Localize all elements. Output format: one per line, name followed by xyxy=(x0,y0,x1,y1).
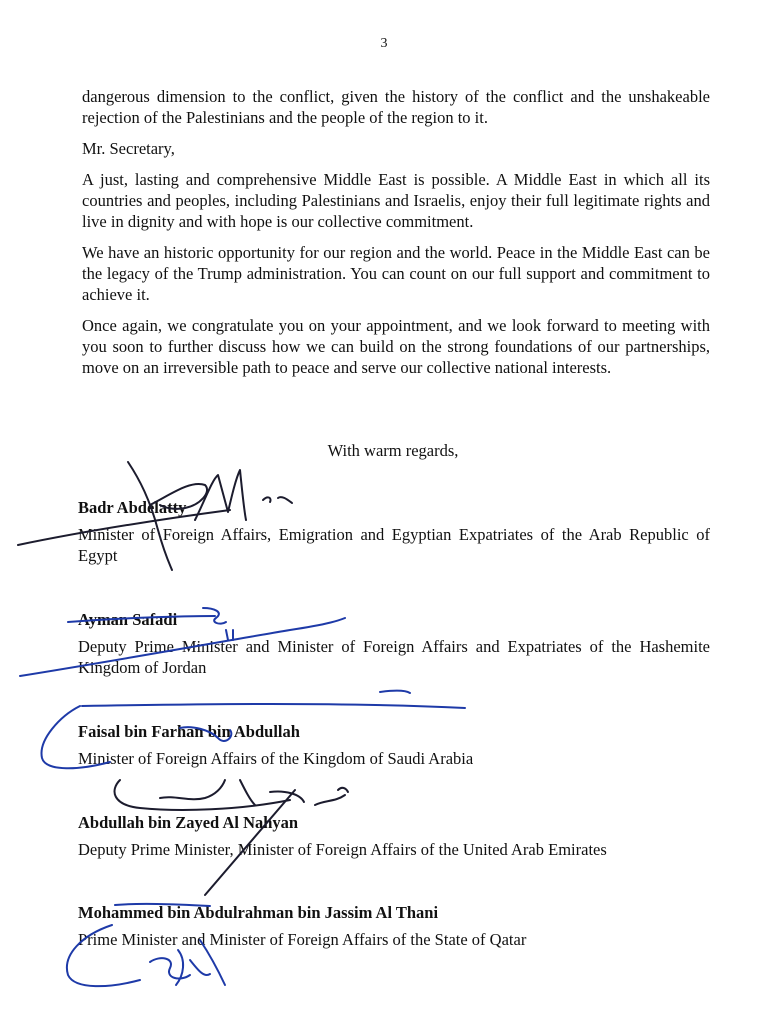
signatory-title: Prime Minister and Minister of Foreign Affairs of the State of Qatar xyxy=(78,930,527,949)
signatory-egypt xyxy=(78,497,710,566)
signatory-title: Deputy Prime Minister and Minister of Foreign Affairs and Expatriates of the Hashemite Kingdom of Jordan xyxy=(78,637,710,677)
letter-body xyxy=(82,86,710,388)
signatory-title: Deputy Prime Minister, Minister of Foreign Affairs of the United Arab Emirates xyxy=(78,840,607,859)
signatory-jordan xyxy=(78,609,710,678)
signatory-title: Minister of Foreign Affairs of the Kingdom of Saudi Arabia xyxy=(78,749,474,768)
paragraph: A just, lasting and comprehensive Middle East is possible. A Middle East in which all its countries and peoples, including Palestinians and Israelis, enjoy their full legitimate rights and live in dignity and with hope is our collective commitment. xyxy=(82,170,710,231)
signatory-name: Mohammed bin Abdulrahman bin Jassim Al Thani xyxy=(78,903,439,922)
closing-line: With warm regards, xyxy=(327,441,459,460)
paragraph: dangerous dimension to the conflict, given the history of the conflict and the unshakeable rejection of the Palestinians and the people of the region to it. xyxy=(82,87,710,127)
paragraph: We have an historic opportunity for our region and the world. Peace in the Middle East can be the legacy of the Trump administration. You can count on our full support and commitment to achieve it. xyxy=(82,243,710,304)
signatory-name: Badr Abdelatty xyxy=(78,498,187,517)
page-number: 3 xyxy=(380,36,388,51)
salutation: Mr. Secretary, xyxy=(82,139,175,158)
signatory-uae xyxy=(78,812,710,860)
signatory-title: Minister of Foreign Affairs, Emigration and Egyptian Expatriates of the Arab Republic of Egypt xyxy=(78,525,710,565)
signatory-saudi-arabia xyxy=(78,721,710,769)
signatory-qatar xyxy=(78,902,710,950)
paragraph: Once again, we congratulate you on your appointment, and we look forward to meeting with you soon to further discuss how we can build on the strong foundations of our partnerships, move on an irreversible path to peace and serve our collective national interests. xyxy=(82,316,710,377)
signatory-name: Ayman Safadi xyxy=(78,610,178,629)
signatory-name: Faisal bin Farhan bin Abdullah xyxy=(78,722,300,741)
signatory-name: Abdullah bin Zayed Al Nahyan xyxy=(78,813,299,832)
